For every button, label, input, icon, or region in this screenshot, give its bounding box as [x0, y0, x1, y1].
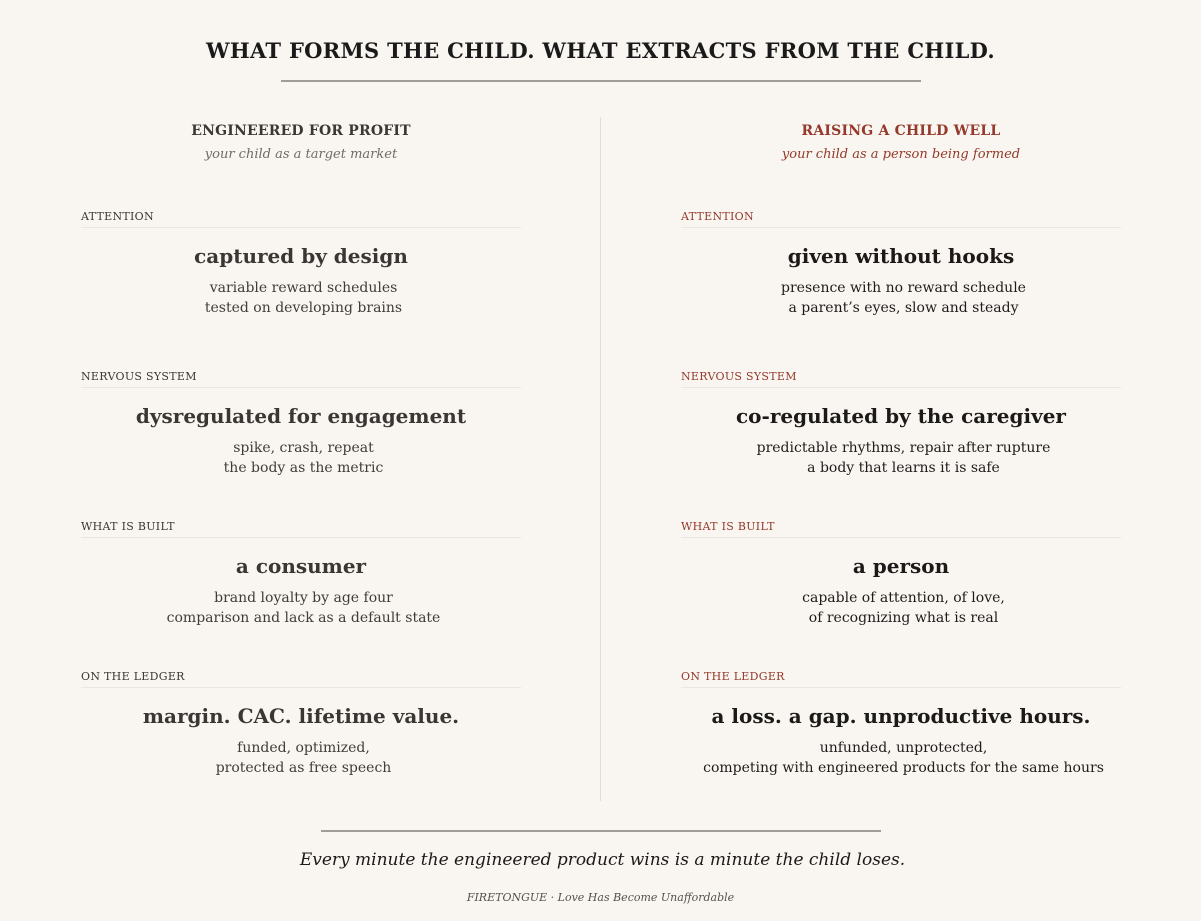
section-detail: unfunded, unprotected,	[819, 740, 988, 756]
section-divider	[681, 537, 1121, 538]
section-headline: dysregulated for engagement	[135, 404, 467, 428]
section-label: ATTENTION	[681, 210, 754, 223]
section-divider	[81, 537, 521, 538]
footer-credit: FIRETONGUE · Love Has Become Unaffordable	[466, 891, 735, 904]
section-headline: co-regulated by the caregiver	[736, 404, 1066, 428]
section-detail: predictable rhythms, repair after rupture	[756, 440, 1051, 456]
profit-column-subheading: your child as a target market	[204, 147, 398, 162]
section-detail: spike, crash, repeat	[233, 440, 374, 456]
section-headline: a person	[852, 554, 950, 578]
section-detail: brand loyalty by age four	[214, 590, 393, 606]
section-divider	[681, 387, 1121, 388]
care-column-heading: RAISING A CHILD WELL	[801, 123, 1001, 139]
title-divider	[281, 80, 921, 82]
section-headline: a consumer	[235, 554, 367, 578]
section-detail: of recognizing what is real	[808, 610, 999, 626]
column-divider	[600, 117, 601, 801]
section-divider	[81, 687, 521, 688]
section-detail: protected as free speech	[215, 760, 392, 776]
page-title: WHAT FORMS THE CHILD. WHAT EXTRACTS FROM THE CHILD.	[205, 38, 996, 63]
section-detail: comparison and lack as a default state	[166, 610, 441, 626]
section-label: WHAT IS BUILT	[681, 520, 775, 533]
profit-column-heading: ENGINEERED FOR PROFIT	[191, 123, 411, 139]
section-divider	[681, 227, 1121, 228]
section-detail: a parent’s eyes, slow and steady	[788, 300, 1019, 316]
section-divider	[81, 227, 521, 228]
section-label: NERVOUS SYSTEM	[681, 370, 797, 383]
section-label: ON THE LEDGER	[81, 670, 185, 683]
section-detail: presence with no reward schedule	[781, 280, 1026, 296]
section-label: ATTENTION	[81, 210, 154, 223]
section-detail: competing with engineered products for the same hours	[703, 760, 1104, 776]
section-headline: margin. CAC. lifetime value.	[142, 704, 460, 728]
section-label: ON THE LEDGER	[681, 670, 785, 683]
section-divider	[81, 387, 521, 388]
care-column-subheading: your child as a person being formed	[781, 147, 1021, 162]
section-detail: tested on developing brains	[204, 300, 403, 316]
section-detail: the body as the metric	[223, 460, 384, 476]
section-detail: variable reward schedules	[209, 280, 398, 296]
section-detail: capable of attention, of love,	[802, 590, 1005, 606]
section-headline: captured by design	[194, 244, 408, 268]
section-label: NERVOUS SYSTEM	[81, 370, 197, 383]
section-divider	[681, 687, 1121, 688]
section-detail: funded, optimized,	[237, 740, 370, 756]
footer-divider	[321, 830, 881, 832]
section-label: WHAT IS BUILT	[81, 520, 175, 533]
section-headline: a loss. a gap. unproductive hours.	[711, 704, 1091, 728]
section-headline: given without hooks	[787, 244, 1015, 268]
footer-quote: Every minute the engineered product wins is a minute the child loses.	[299, 850, 906, 870]
section-detail: a body that learns it is safe	[807, 460, 1000, 476]
